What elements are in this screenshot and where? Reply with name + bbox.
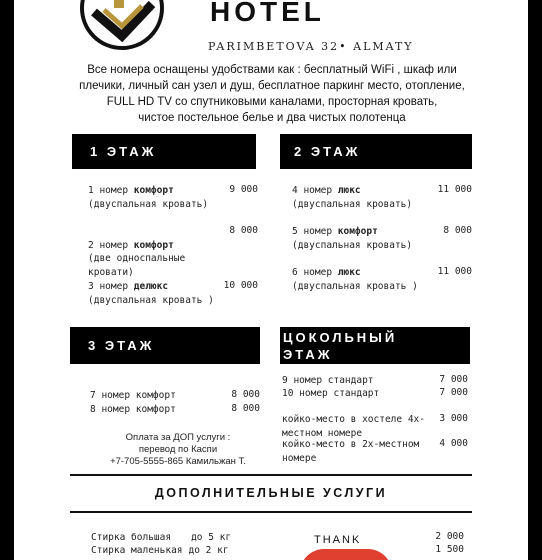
room-3-bed: (двуспальная кровать ): [88, 294, 214, 306]
room-2-number: 2 номер: [88, 239, 134, 251]
payment-info: Оплата за ДОП услуги : перевод по Каспи +7-705-5555-865 Камильжан Т.: [110, 432, 246, 467]
bed-2-room: койко-место в 2х-местном номере: [282, 439, 420, 464]
hotel-title: HOTEL: [210, 0, 325, 27]
hostel-bed-4-price: 3 000: [439, 413, 468, 424]
room-4-price: 11 000: [437, 184, 472, 195]
room-6-price: 11 000: [437, 266, 472, 277]
basement-header: [280, 327, 470, 364]
room-7-price: 8 000: [231, 389, 260, 400]
floor-3-title: 3 ЭТАЖ: [88, 338, 155, 353]
extra-2-price: 1 500: [435, 544, 464, 555]
floor-1-title: 1 ЭТАЖ: [90, 144, 157, 159]
room-4-number: 4 номер: [292, 185, 338, 196]
extra-1-price: 2 000: [435, 531, 464, 542]
amenities-intro: Все номера оснащены удобствами как : бесплатный WiFi , шкаф или плечики, личный сан узел и душ, бесплатное паркинг место, отопление, FULL HD TV со спутниковыми каналами, просторная кровать, чистое постельное белье и два чистых полотенца: [79, 64, 465, 124]
room-9: 9 номер стандарт: [282, 375, 374, 386]
room-6-bed: (двуспальная кровать ): [292, 280, 418, 292]
room-2-bed: (две односпальные кровати): [88, 253, 186, 278]
room-3-number: 3 номер: [88, 281, 134, 292]
floor-1-header: [72, 134, 256, 169]
hotel-logo-icon: [80, 0, 164, 50]
room-10: 10 номер стандарт: [282, 388, 380, 399]
divider-bottom: [70, 511, 472, 513]
room-5-number: 5 номер: [292, 226, 338, 237]
thank-you-graphic: [300, 549, 392, 560]
bed-2-room-price: 4 000: [439, 438, 468, 449]
hotel-address: PARIMBETOVA 32• ALMATY: [208, 40, 414, 53]
extra-2-name: Стирка маленькая: [91, 545, 183, 556]
room-1-bed: (двуспальная кровать): [88, 198, 209, 210]
room-8: 8 номер комфорт: [90, 404, 176, 415]
room-4-type: люкс: [337, 185, 361, 196]
room-1-price: 9 000: [229, 184, 258, 195]
extra-2-limit: до 2 кг: [188, 545, 229, 556]
room-2-type: комфорт: [133, 239, 174, 251]
room-6: [292, 266, 432, 293]
floor-2-title: 2 ЭТАЖ: [294, 144, 361, 159]
extra-1-limit: до 5 кг: [191, 532, 232, 543]
thank-you-text: THANK: [314, 534, 362, 546]
floor-3-header: [70, 327, 260, 364]
price-list-sheet: [14, 0, 528, 560]
room-2-price: 8 000: [229, 225, 258, 236]
room-6-number: 6 номер: [292, 267, 338, 278]
room-5-type: комфорт: [337, 226, 378, 237]
extra-laundry-small: [91, 544, 291, 558]
basement-title-line1: ЦОКОЛЬНЫЙ: [283, 330, 398, 345]
divider-top: [70, 474, 472, 476]
extras-title: ДОПОЛНИТЕЛЬНЫЕ УСЛУГИ: [154, 486, 388, 500]
room-9-price: 7 000: [439, 374, 468, 385]
room-3-price: 10 000: [223, 280, 258, 291]
room-7: 7 номер комфорт: [90, 390, 176, 401]
room-6-type: люкс: [337, 267, 361, 278]
room-4: [292, 184, 432, 211]
room-3-type: делюкс: [133, 281, 169, 292]
room-4-bed: (двуспальная кровать): [292, 198, 413, 210]
room-8-price: 8 000: [231, 403, 260, 414]
extra-1-name: Стирка большая: [91, 532, 172, 543]
extra-laundry-large: [91, 531, 291, 545]
room-1-type: комфорт: [133, 185, 174, 196]
room-5-bed: (двуспальная кровать): [292, 239, 413, 251]
room-1-number: 1 номер: [88, 185, 134, 196]
basement-title-line2: ЭТАЖ: [283, 347, 333, 362]
floor-2-header: [280, 134, 472, 169]
room-10-price: 7 000: [439, 387, 468, 398]
hostel-bed-4: койко-место в хостеле 4х- местном номере: [282, 414, 425, 439]
room-5-price: 8 000: [443, 225, 472, 236]
room-5: [292, 225, 432, 252]
